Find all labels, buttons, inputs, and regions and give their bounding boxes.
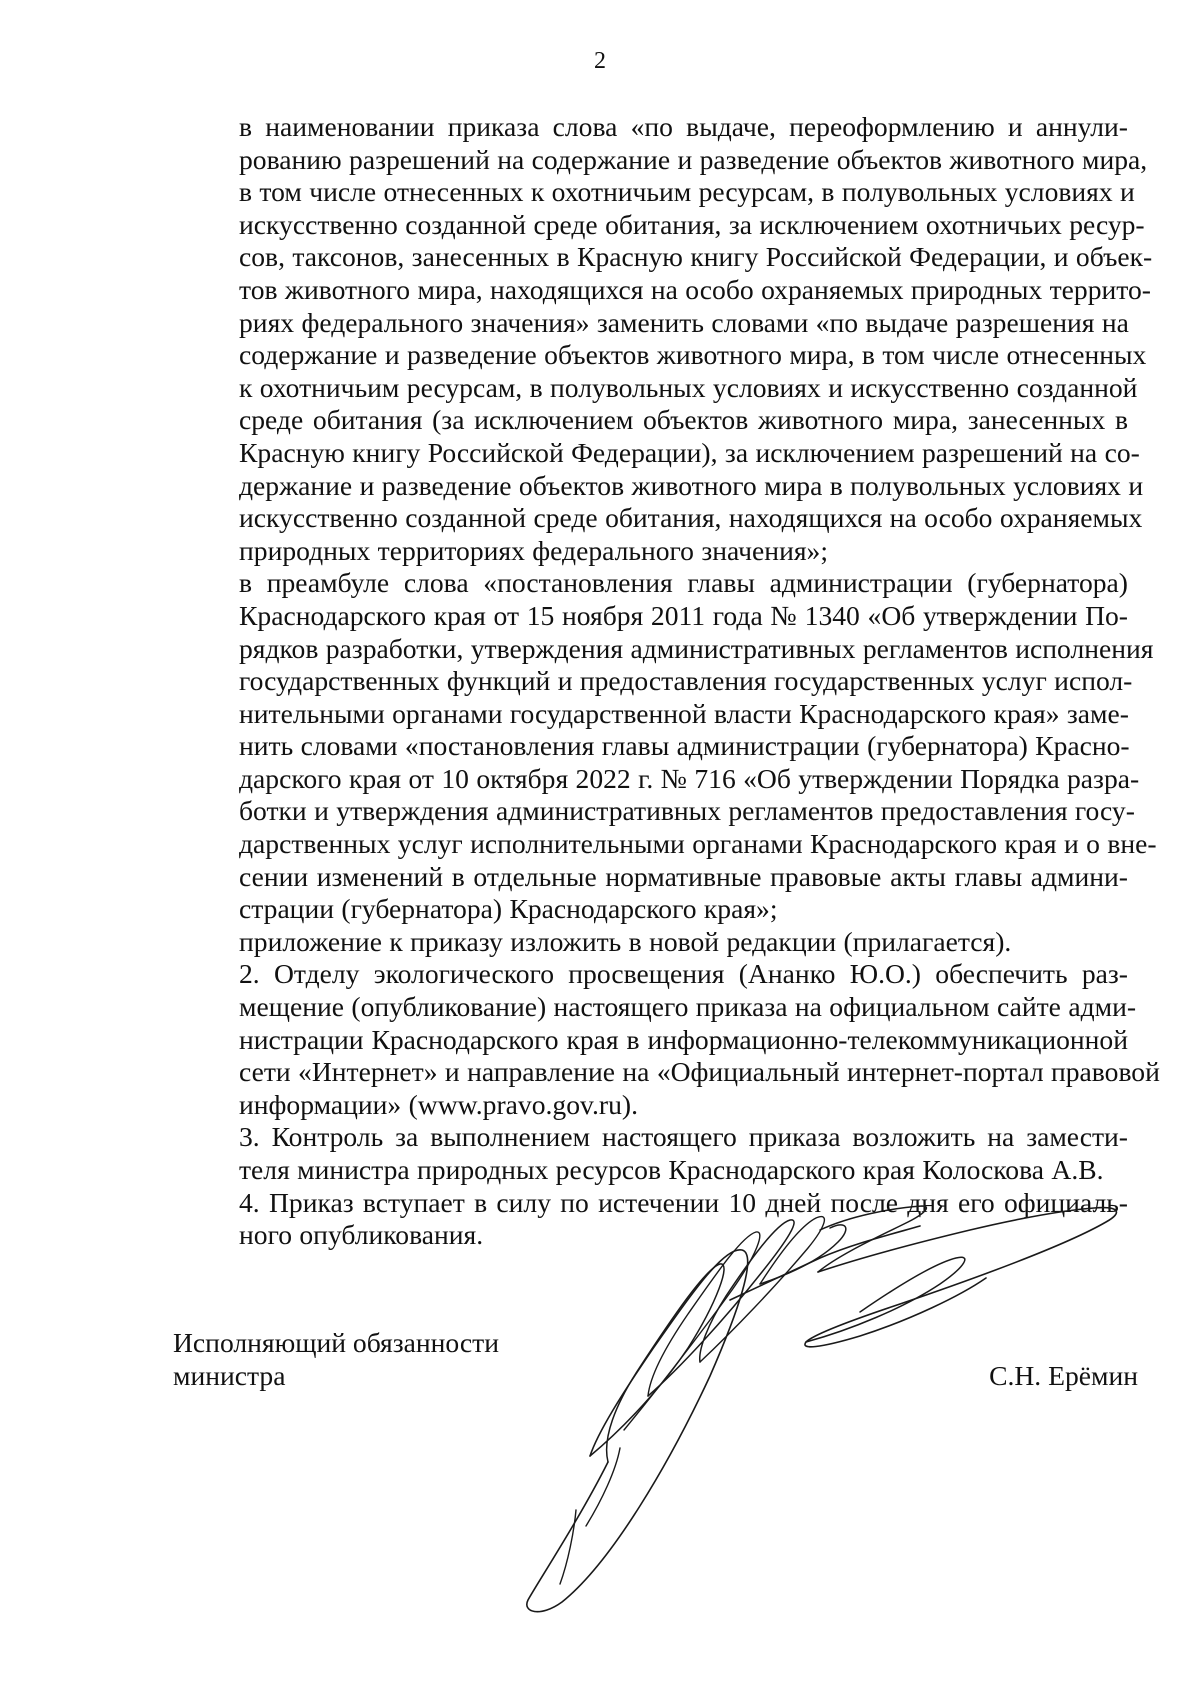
signature-stroke [560,1510,576,1584]
text-line: тов животного мира, находящихся на особо охраняемых природных террито- [239,273,1151,305]
text-line: сении изменений в отдельные нормативные правовые акты главы админи- [239,860,1128,892]
paragraph-title-amendment [173,111,1153,567]
text-line: дарственных услуг исполнительными органами Краснодарского края и о вне- [239,828,1157,860]
text-line: к охотничьим ресурсам, в полувольных условиях и искусственно созданной [239,371,1138,403]
text-line: теля министра природных ресурсов Краснодарского края Колоскова А.В. [239,1154,1104,1185]
text-line: приложение к приказу изложить в новой редакции (прилагается). [239,925,1012,957]
signatory-position [173,1326,499,1392]
text-line: государственных функций и предоставления государственных услуг испол- [239,665,1133,697]
signature-stroke [805,1208,1117,1347]
text-line: в наименовании приказа слова «по выдаче, переоформлению и аннули- [239,111,1128,142]
text-line: ного опубликования. [239,1219,484,1251]
signature-stroke [648,1220,794,1396]
signature-stroke [818,1206,926,1272]
signature-stroke [527,1250,748,1612]
signature-stroke [590,1264,724,1462]
text-line: нить словами «постановления главы администрации (губернатора) Красно- [239,730,1130,762]
signatory-name: С.Н. Ерёмин [989,1360,1138,1391]
handwritten-signature [520,1200,1160,1630]
text-line: риях федерального значения» заменить словами «по выдаче разрешения на [239,306,1129,338]
text-line: держание и разведение объектов животного мира в полувольных условиях и [239,469,1144,501]
document-body [173,111,1160,1252]
signatory-position-line-2: министра [173,1360,286,1391]
text-line: искусственно созданной среде обитания, за исключением охотничьих ресур- [239,208,1145,240]
paragraph-appendix-amendment [173,926,1128,959]
paragraph-item-3-control [173,1121,1128,1186]
text-line: рядков разработки, утверждения административных регламентов исполнения [239,632,1154,664]
text-line: 3. Контроль за выполнением настоящего приказа возложить на замести- [239,1121,1128,1153]
signatory-position-line-1: Исполняющий обязанности [173,1327,499,1358]
text-line: в том числе отнесенных к охотничьим ресурсам, в полувольных условиях и [239,176,1135,208]
text-line: мещение (опубликование) настоящего приказа на официальном сайте адми- [239,991,1137,1023]
text-line: рованию разрешений на содержание и разведение объектов животного мира, [239,143,1148,175]
text-line: страции (губернатора) Краснодарского края»; [239,893,778,925]
text-line: Краснодарского края от 15 ноября 2011 года № 1340 «Об утверждении По- [239,599,1128,631]
paragraph-item-2-publication [173,958,1160,1121]
text-line: 2. Отделу экологического просвещения (Ананко Ю.О.) обеспечить раз- [239,958,1128,990]
paragraph-preamble-amendment [173,567,1157,926]
text-line: среде обитания (за исключением объектов животного мира, занесенных в [239,404,1128,436]
text-line: в преамбуле слова «постановления главы администрации (губернатора) [239,567,1128,599]
text-line: сов, таксонов, занесенных в Красную книгу Российской Федерации, и объек- [239,241,1153,273]
text-line: 4. Приказ вступает в силу по истечении 10 дней после дня его официаль- [239,1186,1128,1218]
signature-stroke [624,1232,760,1430]
signature-stroke [730,1226,920,1300]
text-line: нительными органами государственной власти Краснодарского края» заме- [239,697,1129,729]
text-line: искусственно созданной среде обитания, находящихся на особо охраняемых [239,502,1143,534]
signature-stroke [586,1448,620,1526]
text-line: дарского края от 10 октября 2022 г. № 716 «Об утверждении Порядка разра- [239,762,1140,794]
text-line: нистрации Краснодарского края в информационно-телекоммуникационной [239,1023,1128,1055]
text-line: информации» (www.pravo.gov.ru). [239,1088,638,1120]
text-line: содержание и разведение объектов животного мира, в том числе отнесенных [239,339,1147,371]
text-line: сети «Интернет» и направление на «Официальный интернет-портал правовой [239,1056,1160,1088]
text-line: ботки и утверждения административных регламентов предоставления госу- [239,795,1135,827]
text-line: природных территориях федерального значения»; [239,534,828,566]
page-number: 2 [594,48,606,74]
text-line: Красную книгу Российской Федерации), за исключением разрешений на со- [239,436,1140,468]
